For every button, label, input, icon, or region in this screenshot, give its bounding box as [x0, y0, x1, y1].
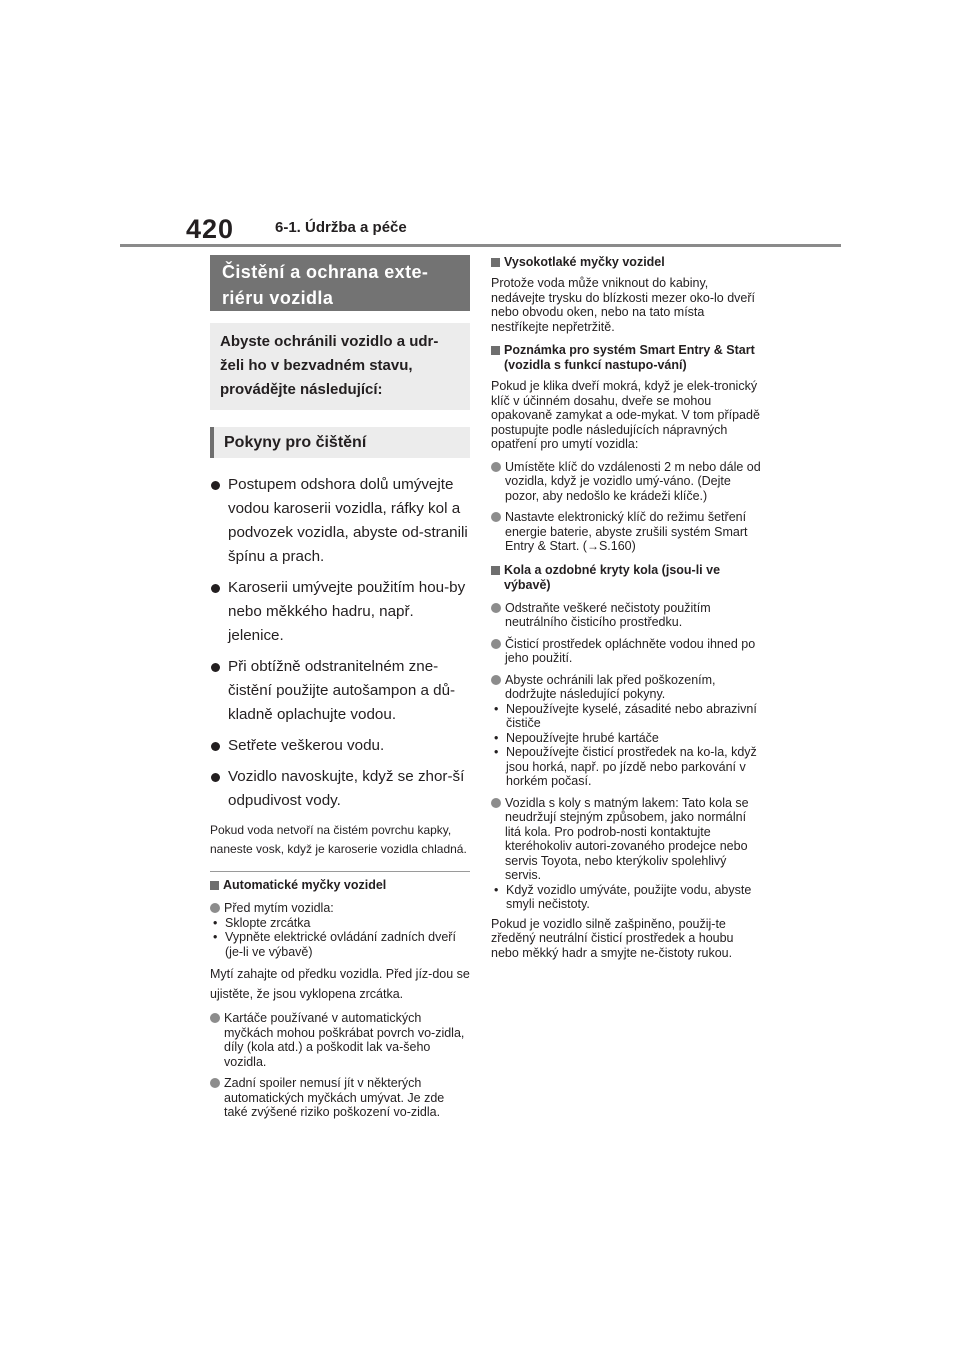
list-item: • Vypněte elektrické ovládání zadních dveří (je-li ve výbavě) — [210, 930, 470, 959]
divider — [210, 871, 470, 872]
wheels-sublist — [491, 702, 761, 789]
heading-smart-entry: Poznámka pro systém Smart Entry & Start (vozidla s funkcí nastupo-vání) — [491, 343, 761, 373]
list-item: • Nepoužívejte čisticí prostředek na ko-la, když jsou horká, např. po jízdě nebo parkování v horkém počasí. — [491, 745, 761, 789]
bullet-dot-icon — [211, 584, 220, 593]
left-column — [210, 255, 470, 1120]
square-bullet-icon — [491, 566, 500, 575]
circle-bullet-icon — [491, 798, 501, 808]
list-item: • Nepoužívejte hrubé kartáče — [491, 731, 761, 746]
circle-bullet-icon — [491, 512, 501, 522]
list-item: • Sklopte zrcátka — [210, 916, 470, 931]
list-item: Odstraňte veškeré nečistoty použitím neutrálního čisticího prostředku. — [491, 601, 761, 630]
heading-wheels: Kola a ozdobné kryty kola (jsou-li ve výbavě) — [491, 563, 761, 593]
square-bullet-icon — [491, 346, 500, 355]
list-item: Vozidla s koly s matným lakem: Tato kola se neudržují stejným způsobem, jako normální litá kola. Pro podrob-nosti kontaktujte kteréhokoliv autori-zovaného prodejce nebo servis Toyota, nebo kterýkoliv spolehlivý servis. — [491, 796, 761, 883]
header-rule — [120, 244, 841, 247]
high-pressure-paragraph: Protože voda může vniknout do kabiny, nedávejte trysku do blízkosti mezer oko-lo dveří nebo obvodu oken, nebo na tato místa nestříkejte nepřetržitě. — [491, 276, 756, 334]
auto-wash-sublist — [210, 916, 470, 960]
circle-bullet-icon — [491, 639, 501, 649]
bullet-item: Při obtížně odstranitelném zne-čistění použijte autošampon a dů-kladně oplachujte vodou. — [210, 655, 470, 727]
bullet-item: Vozidlo navoskujte, když se zhor-ší odpudivost vody. — [210, 765, 470, 813]
list-item: Kartáče používané v automatických myčkách mohou poškrábat povrch vo-zidla, díly (kola atd.) a poškodit lak va-šeho vozidla. — [210, 1011, 470, 1069]
circle-bullet-icon — [210, 903, 220, 913]
square-bullet-icon — [491, 258, 500, 267]
circle-bullet-icon — [210, 1078, 220, 1088]
auto-wash-paragraph: Mytí zahajte od předku vozidla. Před jíz-dou se ujistěte, že jsou vyklopena zrcátka. — [210, 967, 470, 1001]
list-item: Abyste ochránili lak před poškozením, dodržujte následující pokyny. — [491, 673, 761, 702]
circle-bullet-icon — [491, 675, 501, 685]
intro-box: Abyste ochránili vozidlo a udr-želi ho v bezvadném stavu, provádějte následující: — [210, 323, 470, 410]
subtitle-cleaning-tips: Pokyny pro čištění — [210, 427, 470, 458]
cleaning-bullets — [210, 473, 470, 813]
list-item: Čisticí prostředek opláchněte vodou ihned po jeho použití. — [491, 637, 761, 666]
page-title: Čistění a ochrana exte-riéru vozidla — [210, 255, 470, 311]
wheels-sublist-2 — [491, 883, 761, 912]
wax-note: Pokud voda netvoří na čistém povrchu kapky, naneste vosk, když je karoserie vozidla chladná. — [210, 823, 467, 856]
bullet-item: Postupem odshora dolů umývejte vodou karoserii vozidla, ráfky kol a podvozek vozidla, abyste od-stranili špínu a prach. — [210, 473, 470, 569]
list-item: • Nepoužívejte kyselé, zásadité nebo abrazivní čističe — [491, 702, 761, 731]
arrow-right-icon: → — [586, 539, 599, 553]
bullet-dot-icon — [211, 663, 220, 672]
bullet-dot-icon — [211, 481, 220, 490]
circle-bullet-icon — [491, 462, 501, 472]
circle-bullet-icon — [491, 603, 501, 613]
smart-entry-paragraph: Pokud je klika dveří mokrá, když je elek-tronický klíč v účinném dosahu, dveře se mohou opakovaně zamykat a ode-mykat. V tom případě postupujte podle následujících nápravných opatření pro umytí vozidla: — [491, 379, 760, 451]
list-item: Před mytím vozidla: — [210, 901, 470, 916]
square-bullet-icon — [210, 881, 219, 890]
page-number: 420 — [186, 214, 235, 244]
page-reference: S.160) — [598, 539, 636, 553]
list-item: Umístěte klíč do vzdálenosti 2 m nebo dále od vozidla, když je vozidlo umý-váno. (Dejte pozor, aby nedošlo ke krádeži klíče.) — [491, 460, 761, 504]
list-item: Nastavte elektronický klíč do režimu šetření energie baterie, abyste zrušili systém Smart Entry & Start. (→S.160) — [491, 510, 761, 554]
bullet-item: Setřete veškerou vodu. — [210, 734, 470, 758]
circle-bullet-icon — [210, 1013, 220, 1023]
bullet-item: Karoserii umývejte použitím hou-by nebo měkkého hadru, např. jelenice. — [210, 576, 470, 648]
list-item: • Když vozidlo umýváte, použijte vodu, abyste smyli nečistoty. — [491, 883, 761, 912]
closing-paragraph: Pokud je vozidlo silně zašpiněno, použij-te zředěný neutrální čisticí prostředek a houbu nebo měkký hadr a smyjte ne-čistoty rukou. — [491, 916, 734, 960]
bullet-dot-icon — [211, 773, 220, 782]
heading-automatic-wash: Automatické myčky vozidel — [210, 878, 470, 893]
heading-high-pressure-wash: Vysokotlaké myčky vozidel — [491, 255, 761, 270]
bullet-dot-icon — [211, 742, 220, 751]
section-label: 6-1. Údržba a péče — [275, 219, 407, 236]
list-item: Zadní spoiler nemusí jít v některých automatických myčkách umývat. Je zde také zvýšené riziko poškození vo-zidla. — [210, 1076, 470, 1120]
right-column — [491, 255, 761, 960]
